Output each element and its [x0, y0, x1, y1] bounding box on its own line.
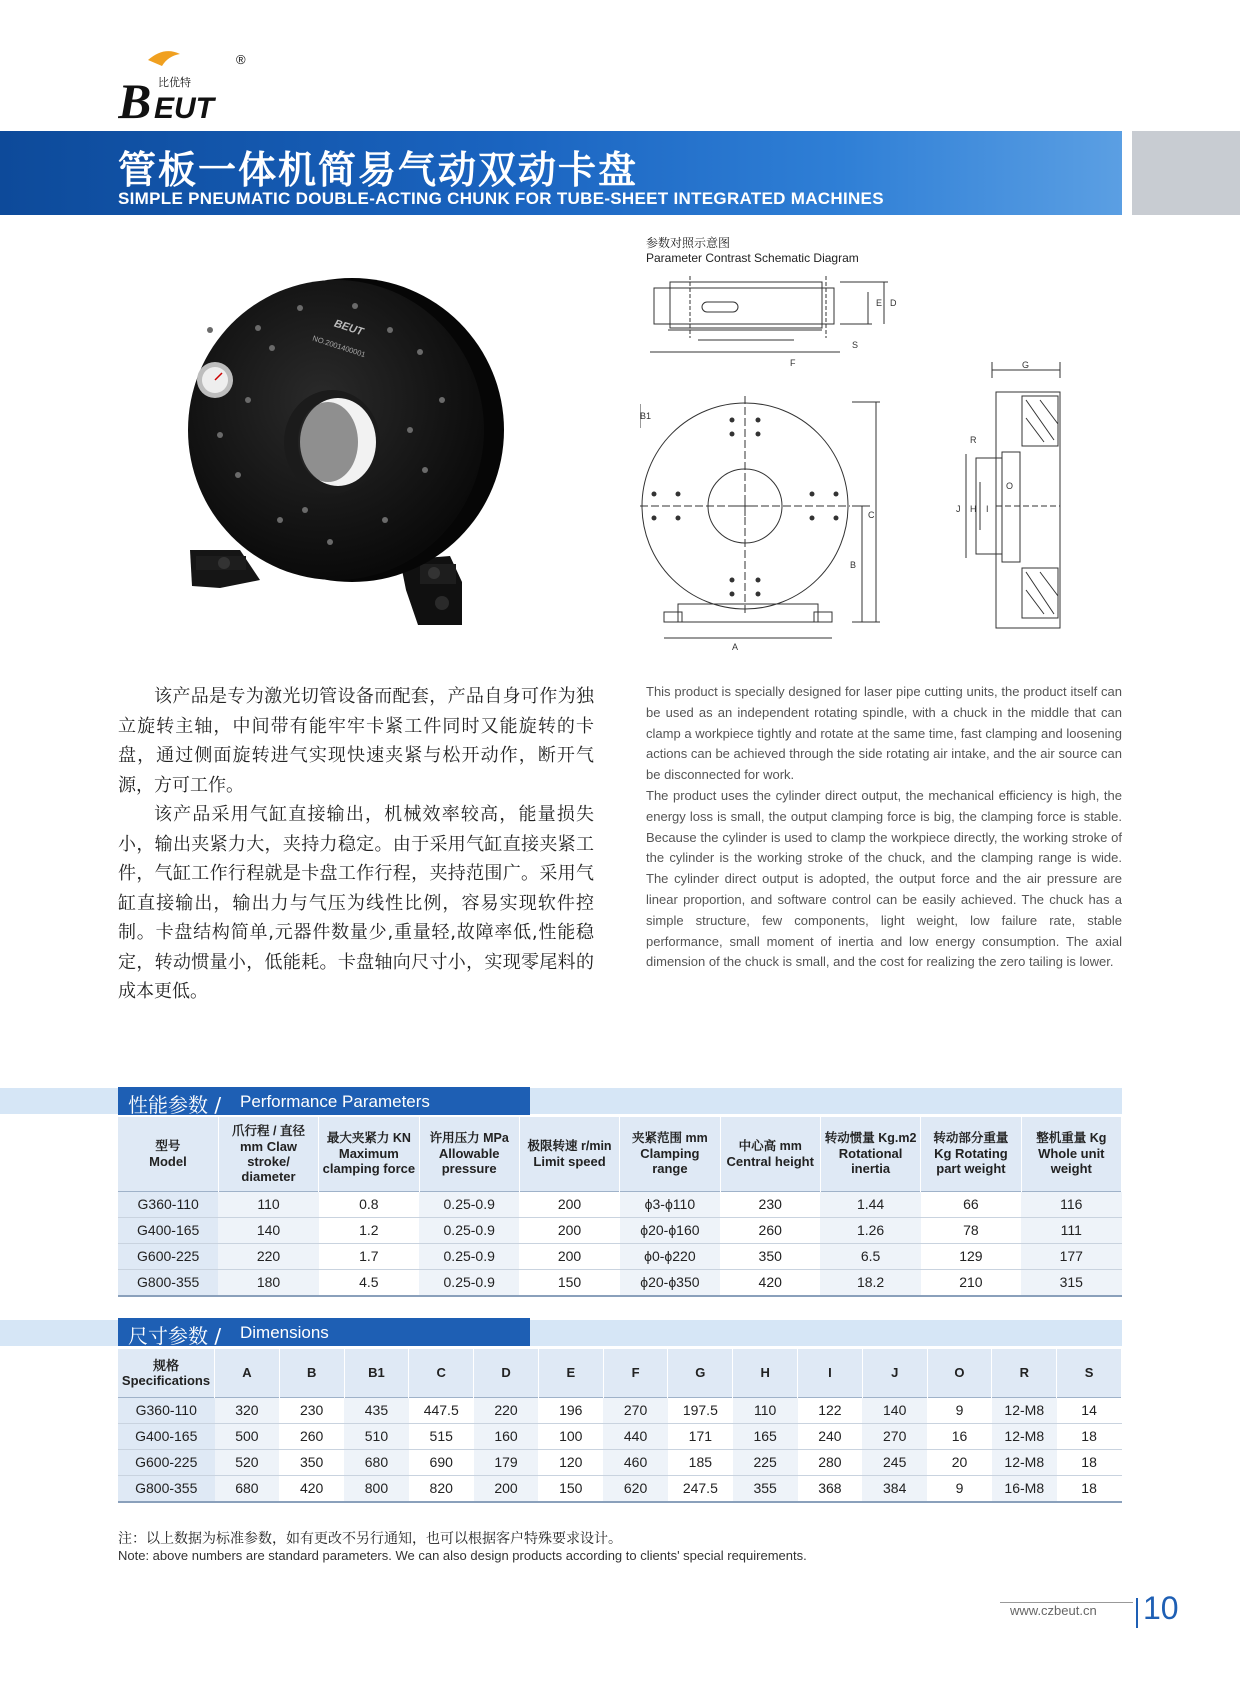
perf-header-8: [921, 1117, 1021, 1191]
dim-cell: G800-355: [118, 1475, 215, 1502]
dim-header-13: R: [992, 1349, 1057, 1397]
perf-header-cn: 极限转速 r/min: [527, 1138, 612, 1153]
dim-cell: 20: [927, 1449, 992, 1475]
perf-header-cn: 转动惯量 Kg.m2: [824, 1131, 917, 1146]
dim-cell: 680: [344, 1449, 409, 1475]
page-number-bar: [1136, 1598, 1138, 1628]
dim-cell: 384: [862, 1475, 927, 1502]
dim-cell: 18: [1057, 1449, 1122, 1475]
dim-cell: 12-M8: [992, 1449, 1057, 1475]
perf-cell: 1.26: [820, 1217, 920, 1243]
perf-header-9: [1021, 1117, 1121, 1191]
dim-cell: 515: [409, 1423, 474, 1449]
label-a: A: [732, 642, 739, 652]
perf-header-4: [519, 1117, 619, 1191]
dim-cell: 9: [927, 1475, 992, 1502]
perf-cell: 230: [720, 1191, 820, 1217]
dim-header-7: F: [603, 1349, 668, 1397]
intro-en-paragraph-2: The product uses the cylinder direct output, the mechanical efficiency is high, the energy loss is small, the output clamping force is big, the clamping force is stable. Because the cylinder is used to clamp the workpiece directly, the working stroke of the cylinder is the working stroke of the chuck, and the clamping range is wide. The cylinder direct output is adopted, the output force and the air pressure are linear proportion, and software control can be easily achieved. The chuck has a simple structure, few components, light weight, low failure rate, stable performance, small moment of inertia and low energy consumption. The axial dimension of the chuck is small, and the cost for realizing the zero tailing is lower.: [646, 787, 1122, 970]
dim-cell: 368: [798, 1475, 863, 1502]
dim-cell: 18: [1057, 1423, 1122, 1449]
dim-cell: 150: [538, 1475, 603, 1502]
intro-text-en: [646, 682, 1122, 973]
dim-cell: 680: [215, 1475, 280, 1502]
label-i: I: [986, 504, 989, 514]
dim-cell: 350: [279, 1449, 344, 1475]
dim-cell: 320: [215, 1397, 280, 1423]
performance-body: [118, 1191, 1122, 1296]
dim-cell: 510: [344, 1423, 409, 1449]
label-b: B: [850, 560, 857, 570]
logo-cn-text: 比优特: [158, 76, 191, 89]
perf-cell: G600-225: [118, 1243, 218, 1269]
perf-header-cn: 转动部分重量: [933, 1131, 1009, 1146]
dim-cell: 220: [474, 1397, 539, 1423]
perf-cell: 200: [519, 1243, 619, 1269]
label-b1: B1: [640, 411, 652, 421]
dim-header-11: J: [862, 1349, 927, 1397]
perf-header-en: Rotational inertia: [838, 1146, 903, 1177]
perf-header-7: [820, 1117, 920, 1191]
dimensions-header-row: [118, 1349, 1122, 1397]
dim-cell: 280: [798, 1449, 863, 1475]
schematic-diagram: [640, 268, 1100, 653]
dim-header-9: H: [733, 1349, 798, 1397]
dim-cell: 14: [1057, 1397, 1122, 1423]
dim-cell: 355: [733, 1475, 798, 1502]
table-row: [118, 1423, 1122, 1449]
perf-cell: 177: [1021, 1243, 1121, 1269]
perf-cell: 0.25-0.9: [419, 1243, 519, 1269]
label-h: H: [970, 504, 977, 514]
dim-cell: 140: [862, 1397, 927, 1423]
dim-cell: 260: [279, 1423, 344, 1449]
engraving-serial: NO.2001400001: [311, 333, 367, 360]
dim-cell: 179: [474, 1449, 539, 1475]
perf-header-en: Limit speed: [533, 1153, 606, 1169]
logo-b-letter: B: [118, 73, 152, 126]
dim-cell: 122: [798, 1397, 863, 1423]
perf-cell: 200: [519, 1191, 619, 1217]
perf-cell: G360-110: [118, 1191, 218, 1217]
perf-header-cn: 夹紧范围 mm: [632, 1131, 708, 1146]
perf-header-en: Kg Rotating part weight: [934, 1146, 1008, 1177]
note-en: Note: above numbers are standard parameters. We can also design products according to clients' special requirements.: [118, 1548, 807, 1563]
dim-cell: 420: [279, 1475, 344, 1502]
label-e: E: [876, 298, 883, 308]
dim-cell: G600-225: [118, 1449, 215, 1475]
dim-header-0: 规格 Specifications: [118, 1349, 215, 1397]
perf-cell: 315: [1021, 1269, 1121, 1296]
perf-cell: 110: [218, 1191, 318, 1217]
dim-cell: 12-M8: [992, 1423, 1057, 1449]
dim-header-8: G: [668, 1349, 733, 1397]
perf-cell: ϕ3-ϕ110: [620, 1191, 720, 1217]
note-cn: 注：以上数据为标准参数，如有更改不另行通知，也可以根据客户特殊要求设计。: [118, 1531, 622, 1547]
table-row: [118, 1217, 1122, 1243]
dim-cell: 270: [862, 1423, 927, 1449]
perf-cell: 1.2: [319, 1217, 419, 1243]
perf-cell: 0.25-0.9: [419, 1217, 519, 1243]
dim-cell: 120: [538, 1449, 603, 1475]
dimensions-title-cn: 尺寸参数 /: [128, 1324, 222, 1348]
perf-header-en: Whole unit weight: [1038, 1146, 1105, 1177]
dim-cell: G400-165: [118, 1423, 215, 1449]
perf-header-0: [118, 1117, 218, 1191]
perf-header-cn: 型号: [155, 1138, 181, 1153]
dim-cell: 225: [733, 1449, 798, 1475]
dim-header-14: S: [1057, 1349, 1122, 1397]
dim-cell: 800: [344, 1475, 409, 1502]
perf-cell: 4.5: [319, 1269, 419, 1296]
dim-cell: 240: [798, 1423, 863, 1449]
table-row: [118, 1243, 1122, 1269]
performance-section-header: [118, 1087, 530, 1115]
performance-table: [118, 1117, 1122, 1297]
perf-header-en: Allowable pressure: [438, 1146, 500, 1177]
dim-cell: 247.5: [668, 1475, 733, 1502]
perf-cell: 129: [921, 1243, 1021, 1269]
dim-cell: 9: [927, 1397, 992, 1423]
performance-title-en: Performance Parameters: [240, 1092, 430, 1111]
perf-header-5: [620, 1117, 720, 1191]
page-title-cn: 管板一体机简易气动双动卡盘: [118, 148, 639, 192]
dim-cell: 110: [733, 1397, 798, 1423]
label-c: C: [868, 510, 875, 520]
dim-cell: 435: [344, 1397, 409, 1423]
dim-cell: 447.5: [409, 1397, 474, 1423]
perf-cell: 350: [720, 1243, 820, 1269]
perf-cell: 200: [519, 1217, 619, 1243]
dimensions-section-header: [118, 1318, 530, 1346]
dimensions-body: [118, 1397, 1122, 1502]
perf-header-en: Clamping range: [640, 1146, 700, 1177]
perf-cell: 18.2: [820, 1269, 920, 1296]
perf-cell: 1.7: [319, 1243, 419, 1269]
dim-cell: 165: [733, 1423, 798, 1449]
table-row: [118, 1191, 1122, 1217]
diagram-title-en: Parameter Contrast Schematic Diagram: [646, 251, 859, 265]
label-j: J: [956, 504, 961, 514]
perf-cell: G400-165: [118, 1217, 218, 1243]
dim-cell: 230: [279, 1397, 344, 1423]
perf-cell: ϕ20-ϕ160: [620, 1217, 720, 1243]
dimensions-table: [118, 1349, 1122, 1503]
engraving-brand: BEUT: [332, 317, 365, 339]
perf-header-cn: 整机重量 Kg: [1036, 1131, 1107, 1146]
dim-header-5: D: [474, 1349, 539, 1397]
perf-cell: 116: [1021, 1191, 1121, 1217]
dim-header-12: O: [927, 1349, 992, 1397]
diagram-title-cn: 参数对照示意图: [646, 236, 731, 250]
dim-cell: 12-M8: [992, 1397, 1057, 1423]
perf-cell: 180: [218, 1269, 318, 1296]
dim-cell: 160: [474, 1423, 539, 1449]
dim-cell: 520: [215, 1449, 280, 1475]
perf-cell: 260: [720, 1217, 820, 1243]
perf-header-6: [720, 1117, 820, 1191]
perf-header-cn: 许用压力 MPa: [429, 1131, 509, 1146]
registered-mark: ®: [236, 52, 246, 67]
label-d: D: [890, 298, 897, 308]
perf-header-3: [419, 1117, 519, 1191]
perf-cell: 420: [720, 1269, 820, 1296]
table-row: [118, 1397, 1122, 1423]
label-g: G: [1022, 360, 1030, 370]
label-f: F: [790, 358, 796, 368]
perf-cell: 78: [921, 1217, 1021, 1243]
dim-cell: 18: [1057, 1475, 1122, 1502]
dim-cell: 690: [409, 1449, 474, 1475]
logo-eut-text: EUT: [154, 92, 214, 125]
perf-cell: G800-355: [118, 1269, 218, 1296]
dim-header-3: B1: [344, 1349, 409, 1397]
dim-cell: 620: [603, 1475, 668, 1502]
perf-cell: 0.25-0.9: [419, 1269, 519, 1296]
perf-header-cn: 最大夹紧力 KN: [326, 1131, 411, 1146]
dim-header-1: A: [215, 1349, 280, 1397]
product-photo: [180, 270, 510, 640]
perf-header-2: [319, 1117, 419, 1191]
dim-cell: 460: [603, 1449, 668, 1475]
dim-header-6: E: [538, 1349, 603, 1397]
perf-cell: 6.5: [820, 1243, 920, 1269]
perf-cell: 0.8: [319, 1191, 419, 1217]
table-row: [118, 1269, 1122, 1296]
perf-header-en: Central height: [726, 1153, 814, 1169]
perf-cell: 220: [218, 1243, 318, 1269]
page-title-en: SIMPLE PNEUMATIC DOUBLE-ACTING CHUNK FOR TUBE-SHEET INTEGRATED MACHINES: [118, 189, 884, 208]
perf-cell: ϕ0-ϕ220: [620, 1243, 720, 1269]
label-o: O: [1006, 481, 1014, 491]
footer-website: www.czbeut.cn: [1010, 1603, 1097, 1618]
dim-cell: 200: [474, 1475, 539, 1502]
label-r: R: [970, 435, 977, 445]
dim-cell: 197.5: [668, 1397, 733, 1423]
dim-cell: G360-110: [118, 1397, 215, 1423]
dim-header-4: C: [409, 1349, 474, 1397]
performance-header-row: [118, 1117, 1122, 1191]
intro-cn-paragraph-2: 该产品采用气缸直接输出，机械效率较高，能量损失小，输出夹紧力大，夹持力稳定。由于采用气缸直接夹紧工件，气缸工作行程就是卡盘工作行程，夹持范围广。采用气缸直接输出，输出力与气压为线性比例，容易实现软件控制。卡盘结构简单,元器件数量少,重量轻,故障率低,性能稳定，转动惯量小，低能耗。卡盘轴向尺寸小，实现零尾料的成本更低。: [118, 804, 594, 1002]
intro-en-paragraph-1: This product is specially designed for laser pipe cutting units, the product itself can be used as an independent rotating spindle, with a chuck in the middle that can clamp a workpiece tightly and rotate at the same time, fast clamping and loosening actions can be achieved through the side rotating air intake, and the air source can be disconnected for work.: [646, 684, 1122, 783]
perf-header-1: [218, 1117, 318, 1191]
perf-cell: 111: [1021, 1217, 1121, 1243]
dim-cell: 196: [538, 1397, 603, 1423]
perf-header-cn: 中心高 mm: [738, 1138, 802, 1153]
page-number: 10: [1143, 1590, 1179, 1626]
perf-cell: 140: [218, 1217, 318, 1243]
perf-header-en: mm Claw stroke/ diameter: [239, 1138, 298, 1184]
perf-cell: 66: [921, 1191, 1021, 1217]
perf-header-en: Maximum clamping force: [322, 1146, 416, 1177]
brand-logo: [118, 46, 258, 126]
perf-header-cn: 爪行程 / 直径: [232, 1123, 305, 1138]
table-row: [118, 1449, 1122, 1475]
dim-cell: 171: [668, 1423, 733, 1449]
dim-cell: 820: [409, 1475, 474, 1502]
dim-cell: 185: [668, 1449, 733, 1475]
table-row: [118, 1475, 1122, 1502]
dim-cell: 100: [538, 1423, 603, 1449]
intro-text-cn: [118, 682, 594, 1007]
dim-cell: 270: [603, 1397, 668, 1423]
dimensions-title-en: Dimensions: [240, 1323, 329, 1342]
perf-header-en: Model: [149, 1153, 187, 1169]
dim-cell: 16: [927, 1423, 992, 1449]
perf-cell: ϕ20-ϕ350: [620, 1269, 720, 1296]
perf-cell: 1.44: [820, 1191, 920, 1217]
header-accent-block: [1132, 131, 1240, 215]
performance-title-cn: 性能参数 /: [128, 1093, 222, 1117]
dim-cell: 16-M8: [992, 1475, 1057, 1502]
label-s: S: [852, 340, 859, 350]
perf-cell: 0.25-0.9: [419, 1191, 519, 1217]
perf-cell: 150: [519, 1269, 619, 1296]
intro-cn-paragraph-1: 该产品是专为激光切管设备而配套，产品自身可作为独立旋转主轴，中间带有能牢牢卡紧工件同时又能旋转的卡盘，通过侧面旋转进气实现快速夹紧与松开动作，断开气源，方可工作。: [118, 686, 594, 796]
dim-cell: 500: [215, 1423, 280, 1449]
dim-cell: 245: [862, 1449, 927, 1475]
dim-cell: 440: [603, 1423, 668, 1449]
dim-header-10: I: [798, 1349, 863, 1397]
dim-header-2: B: [279, 1349, 344, 1397]
perf-cell: 210: [921, 1269, 1021, 1296]
